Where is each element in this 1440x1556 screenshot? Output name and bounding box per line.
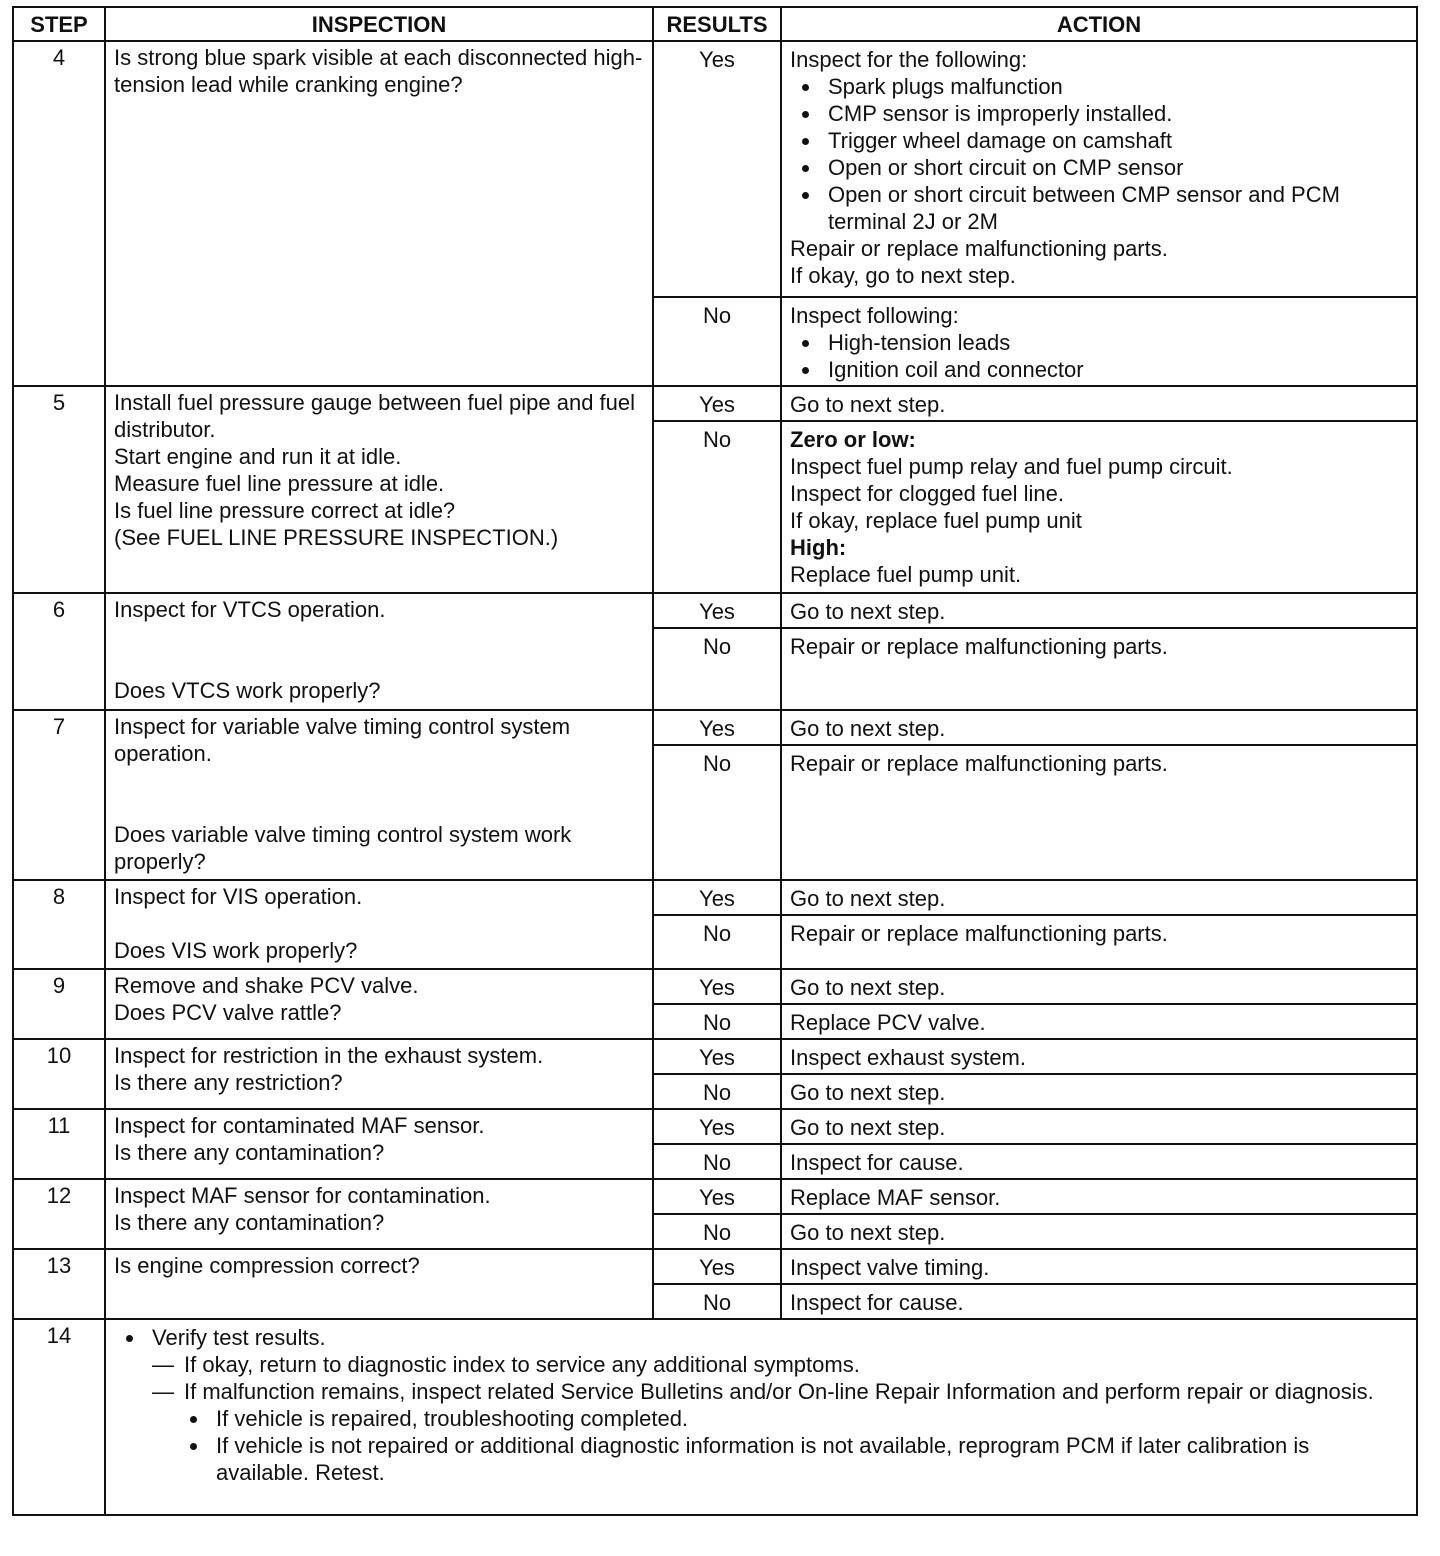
inspection-cell	[105, 1179, 653, 1249]
final-step-cell	[105, 1319, 1417, 1515]
action-text: Go to next step.	[781, 1074, 1417, 1109]
action-cell	[781, 41, 1417, 297]
action-text: Inspect for clogged fuel line.	[790, 481, 1064, 506]
result-no: No	[653, 628, 781, 710]
table-row	[13, 1319, 1417, 1515]
inspection-text: Inspect for variable valve timing control system operation.	[114, 714, 571, 766]
diagnostic-table	[12, 6, 1418, 1516]
action-text: Go to next step.	[781, 386, 1417, 421]
step-number: 12	[13, 1179, 105, 1249]
action-text: Replace MAF sensor.	[781, 1179, 1417, 1214]
inspection-text: Measure fuel line pressure at idle.	[114, 471, 445, 496]
inspection-text: Is fuel line pressure correct at idle?	[114, 498, 456, 523]
list-item: If vehicle is not repaired or additional diagnostic information is not available, reprogram PCM if later calibration is available. Retest.	[216, 1432, 1408, 1486]
result-no: No	[653, 745, 781, 880]
list-item: Ignition coil and connector	[828, 356, 1410, 383]
dash-mark: —	[152, 1352, 174, 1377]
inspection-text: Inspect for VTCS operation.	[114, 597, 386, 622]
inspection-question: Does VTCS work properly?	[114, 678, 381, 703]
action-text: Go to next step.	[781, 1214, 1417, 1249]
action-cell	[781, 297, 1417, 386]
table-row	[13, 969, 1417, 1004]
step-number: 7	[13, 710, 105, 880]
inspection-text: Is strong blue spark visible at each disconnected high-tension lead while cranking engine?	[105, 41, 653, 386]
dash-item	[122, 1378, 1408, 1405]
final-lead: Verify test results.	[122, 1324, 1408, 1351]
list-item: Trigger wheel damage on camshaft	[828, 127, 1410, 154]
inspection-cell	[105, 1039, 653, 1109]
result-no: No	[653, 1284, 781, 1319]
inspection-text: Inspect MAF sensor for contamination.	[114, 1183, 491, 1208]
inspection-question: Is there any restriction?	[114, 1070, 343, 1095]
table-row	[13, 593, 1417, 628]
dash-item	[122, 1351, 1408, 1378]
result-no: No	[653, 1144, 781, 1179]
action-text: Inspect for cause.	[781, 1144, 1417, 1179]
inspection-cell	[105, 1109, 653, 1179]
action-text: Replace fuel pump unit.	[790, 562, 1022, 587]
inspection-cell	[105, 880, 653, 969]
action-text: Inspect valve timing.	[781, 1249, 1417, 1284]
step-number: 8	[13, 880, 105, 969]
inspection-question: Does PCV valve rattle?	[114, 1000, 342, 1025]
inspection-question: Does variable valve timing control system work properly?	[114, 822, 572, 874]
inspection-cell	[105, 710, 653, 880]
dash-text: If okay, return to diagnostic index to service any additional symptoms.	[184, 1352, 860, 1377]
inspection-cell	[105, 386, 653, 593]
action-text: Repair or replace malfunctioning parts.	[781, 745, 1417, 880]
result-no: No	[653, 915, 781, 969]
header-results: RESULTS	[653, 7, 781, 41]
diagnostic-procedure-sheet	[12, 6, 1416, 1516]
list-item: If vehicle is repaired, troubleshooting completed.	[216, 1405, 1408, 1432]
action-text: If okay, go to next step.	[790, 263, 1016, 288]
action-text: Go to next step.	[781, 969, 1417, 1004]
action-text: Go to next step.	[781, 880, 1417, 915]
result-yes: Yes	[653, 1039, 781, 1074]
inspection-question: Does VIS work properly?	[114, 938, 358, 963]
step-number: 10	[13, 1039, 105, 1109]
dash-text: If malfunction remains, inspect related Service Bulletins and/or On-line Repair Information and perform repair or diagnosis.	[184, 1379, 1374, 1404]
spacer	[114, 623, 646, 677]
table-row	[13, 386, 1417, 421]
step-number: 13	[13, 1249, 105, 1319]
table-row	[13, 710, 1417, 745]
inspection-cell	[105, 969, 653, 1039]
result-yes: Yes	[653, 710, 781, 745]
action-heading: Zero or low:	[790, 427, 916, 452]
inspection-question: Is there any contamination?	[114, 1210, 385, 1235]
action-text: Go to next step.	[781, 710, 1417, 745]
result-yes: Yes	[653, 1109, 781, 1144]
table-row	[13, 1179, 1417, 1214]
table-row	[13, 1039, 1417, 1074]
action-text: Repair or replace malfunctioning parts.	[790, 236, 1168, 261]
action-intro: Inspect for the following:	[790, 47, 1028, 72]
step-number: 11	[13, 1109, 105, 1179]
result-yes: Yes	[653, 386, 781, 421]
step-number: 5	[13, 386, 105, 593]
inspection-question: Is there any contamination?	[114, 1140, 385, 1165]
action-text: Inspect for cause.	[781, 1284, 1417, 1319]
action-text: If okay, replace fuel pump unit	[790, 508, 1082, 533]
header-step: STEP	[13, 7, 105, 41]
table-header-row	[13, 7, 1417, 41]
step-number: 4	[13, 41, 105, 386]
result-yes: Yes	[653, 1249, 781, 1284]
result-yes: Yes	[653, 41, 781, 297]
action-text: Go to next step.	[781, 1109, 1417, 1144]
table-row	[13, 880, 1417, 915]
step-number: 9	[13, 969, 105, 1039]
action-text: Repair or replace malfunctioning parts.	[781, 915, 1417, 969]
action-text: Repair or replace malfunctioning parts.	[781, 628, 1417, 710]
list-item: Spark plugs malfunction	[828, 73, 1410, 100]
list-item: Open or short circuit on CMP sensor	[828, 154, 1410, 181]
table-row	[13, 1109, 1417, 1144]
table-row	[13, 1249, 1417, 1284]
list-item: Open or short circuit between CMP sensor and PCM terminal 2J or 2M	[828, 181, 1410, 235]
spacer	[114, 910, 646, 937]
header-action: ACTION	[781, 7, 1417, 41]
action-text: Inspect fuel pump relay and fuel pump circuit.	[790, 454, 1233, 479]
action-text: Go to next step.	[781, 593, 1417, 628]
action-text: Inspect exhaust system.	[781, 1039, 1417, 1074]
result-yes: Yes	[653, 969, 781, 1004]
action-heading: High:	[790, 535, 847, 560]
result-yes: Yes	[653, 880, 781, 915]
inspection-text: (See FUEL LINE PRESSURE INSPECTION.)	[114, 525, 559, 550]
list-item: CMP sensor is improperly installed.	[828, 100, 1410, 127]
inspection-text: Inspect for restriction in the exhaust system.	[114, 1043, 544, 1068]
action-list	[790, 73, 1410, 235]
action-text: Replace PCV valve.	[781, 1004, 1417, 1039]
inspection-cell	[105, 593, 653, 710]
dash-mark: —	[152, 1379, 174, 1404]
inspection-question: Is engine compression correct?	[105, 1249, 653, 1319]
result-yes: Yes	[653, 1179, 781, 1214]
result-no: No	[653, 1214, 781, 1249]
inspection-text: Start engine and run it at idle.	[114, 444, 402, 469]
result-no: No	[653, 421, 781, 593]
action-intro: Inspect following:	[790, 303, 959, 328]
sub-list	[122, 1405, 1408, 1486]
result-no: No	[653, 297, 781, 386]
list-item: High-tension leads	[828, 329, 1410, 356]
header-inspection: INSPECTION	[105, 7, 653, 41]
inspection-text: Install fuel pressure gauge between fuel pipe and fuel distributor.	[114, 390, 636, 442]
inspection-text: Remove and shake PCV valve.	[114, 973, 419, 998]
step-number: 6	[13, 593, 105, 710]
inspection-text: Inspect for contaminated MAF sensor.	[114, 1113, 485, 1138]
action-cell	[781, 421, 1417, 593]
action-list	[790, 329, 1410, 383]
result-yes: Yes	[653, 593, 781, 628]
inspection-text: Inspect for VIS operation.	[114, 884, 363, 909]
table-row	[13, 41, 1417, 297]
result-no: No	[653, 1004, 781, 1039]
spacer	[114, 767, 646, 821]
step-number: 14	[13, 1319, 105, 1515]
result-no: No	[653, 1074, 781, 1109]
